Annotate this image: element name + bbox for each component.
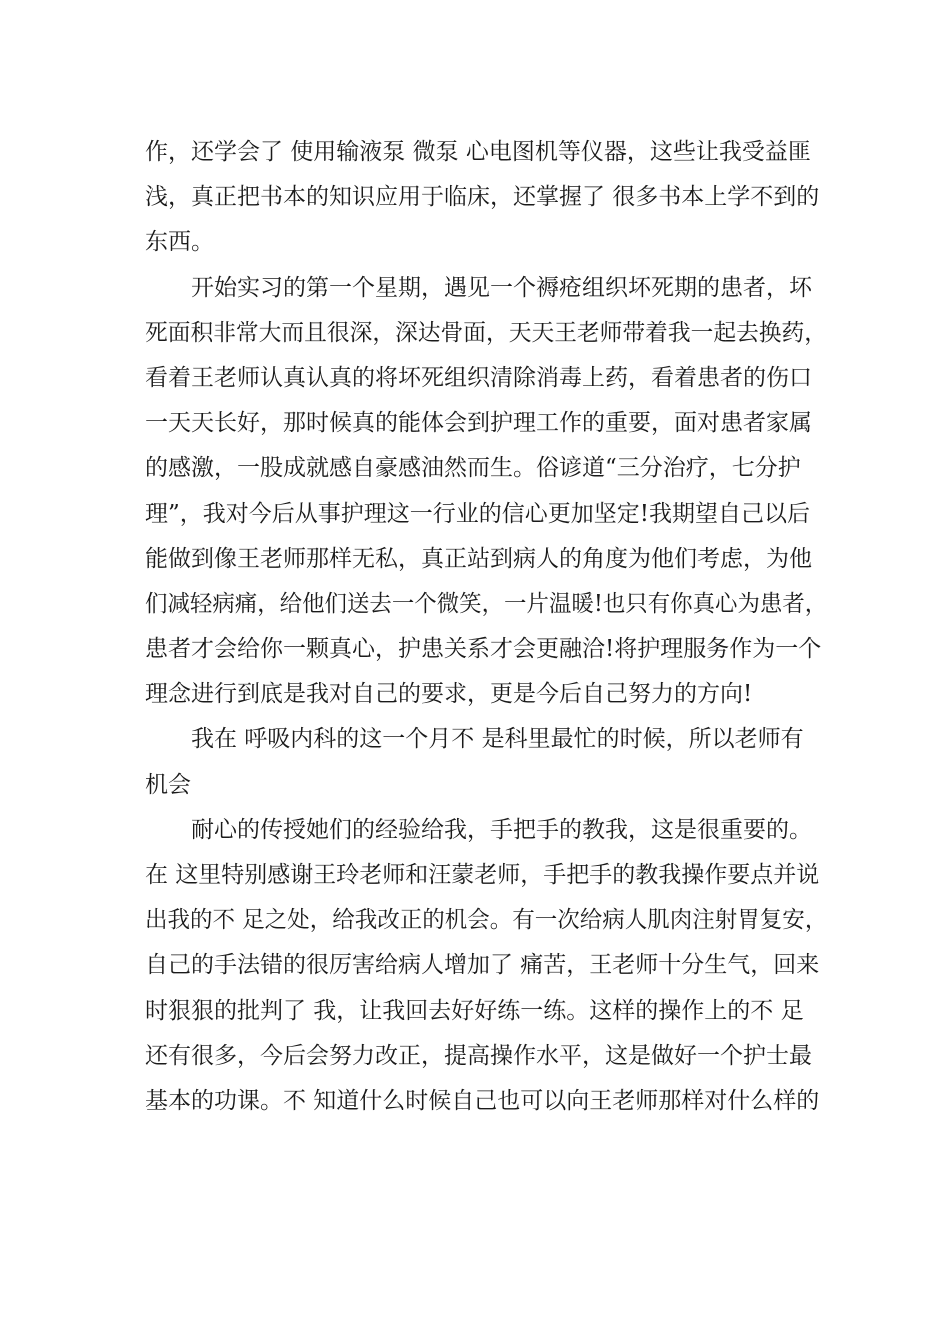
text-line: 我在 呼吸内科的这一个月不 是科里最忙的时候，所以老师有 — [191, 726, 804, 753]
text-line: 作，还学会了 使用输液泵 微泵 心电图机等仪器，这些让我受益匪 — [145, 139, 811, 165]
text-line: 自己的手法错的很厉害给病人增加了 痛苦，王老师十分生气，回来 — [145, 952, 820, 979]
text-line: 能做到像王老师那样无私，真正站到病人的角度为他们考虑，为他 — [145, 545, 812, 572]
text-line: 开始实习的第一个星期，遇见一个褥疮组织坏死期的患者，坏 — [191, 274, 812, 301]
body-text — [145, 130, 828, 1124]
text-line: 耐心的传授她们的经验给我，手把手的教我，这是很重要的。 — [191, 816, 812, 843]
text-line: 在 这里特别感谢王玲老师和汪蒙老师，手把手的教我操作要点并说 — [145, 862, 820, 888]
text-line: 理念进行到底是我对自己的要求，更是今后自己努力的方向! — [145, 681, 753, 708]
text-line: 出我的不 足之处，给我改正的机会。有一次给病人肌肉注射胃复安， — [145, 907, 828, 934]
text-line: 们减轻病痛，给他们送去一个微笑，一片温暖!也只有你真心为患者， — [145, 590, 828, 617]
text-line: 的感激，一股成就感自豪感油然而生。俗谚道“三分治疗，七分护 — [145, 455, 801, 482]
text-line: 基本的功课。不 知道什么时候自己也可以向王老师那样对什么样的 — [145, 1087, 820, 1114]
text-line: 一天天长好，那时候真的能体会到护理工作的重要，面对患者家属 — [145, 410, 812, 437]
text-line: 时狠狠的批判了 我，让我回去好好练一练。这样的操作上的不 足 — [145, 997, 804, 1024]
text-line: 机会 — [145, 771, 191, 798]
text-line: 东西。 — [145, 229, 214, 256]
text-line: 理”，我对今后从事护理这一行业的信心更加坚定!我期望自己以后 — [145, 500, 811, 527]
text-line: 还有很多，今后会努力改正，提高操作水平，这是做好一个护士最 — [145, 1042, 812, 1069]
text-line: 看着王老师认真认真的将坏死组织清除消毒上药，看着患者的伤口 — [145, 364, 812, 391]
text-line: 浅，真正把书本的知识应用于临床，还掌握了 很多书本上学不到的 — [145, 184, 820, 211]
text-line: 死面积非常大而且很深，深达骨面，天天王老师带着我一起去换药， — [145, 319, 827, 346]
text-line: 患者才会给你一颗真心，护患关系才会更融洽!将护理服务作为一个 — [145, 636, 822, 663]
